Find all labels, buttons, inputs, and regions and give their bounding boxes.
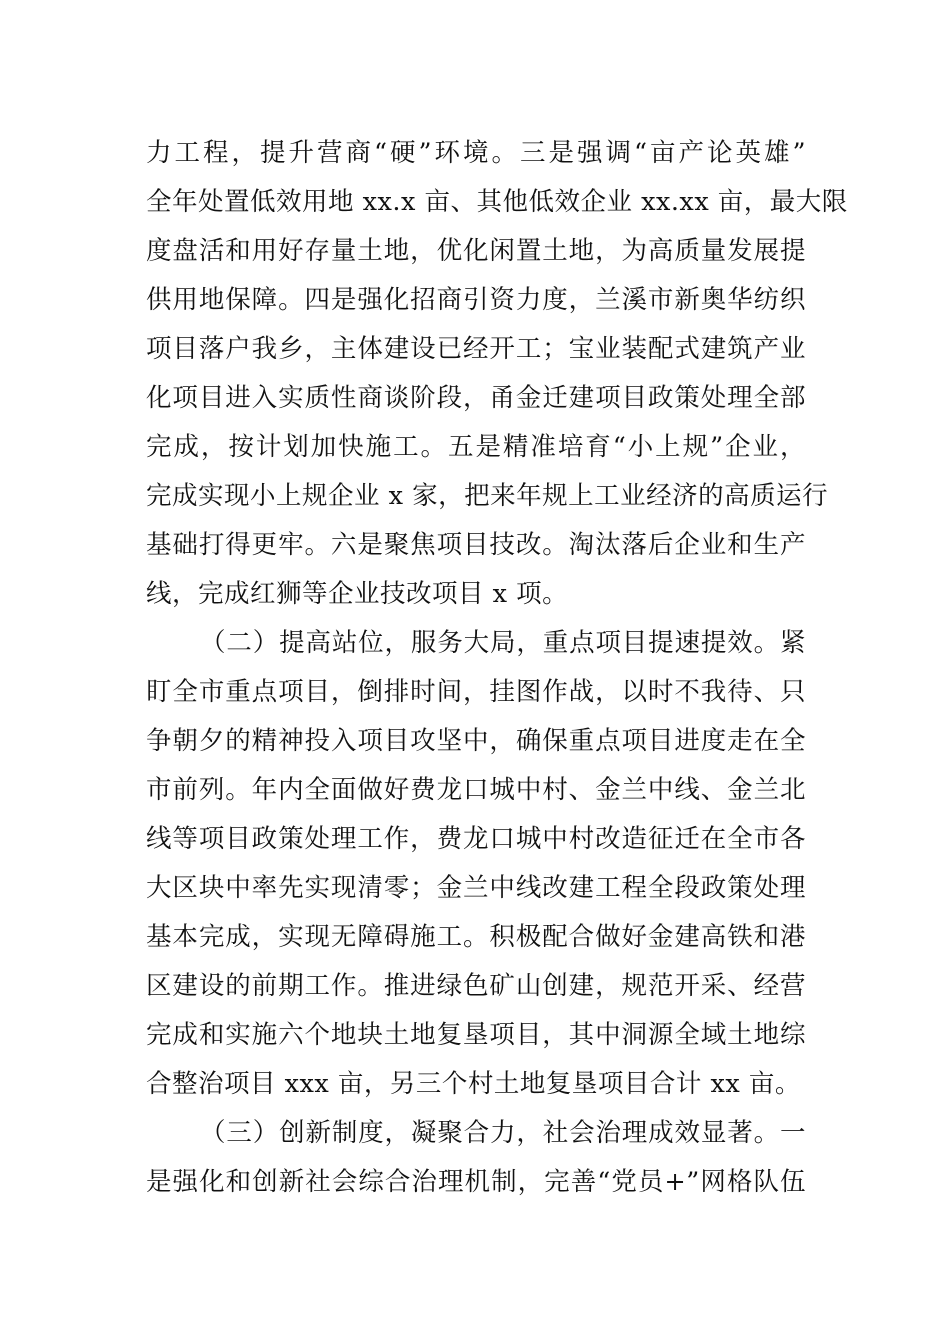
paragraph-1-line-6: 化项目进入实质性商谈阶段，甬金迁建项目政策处理全部 xyxy=(146,383,806,413)
paragraph-2-line-8: 区建设的前期工作。推进绿色矿山创建，规范开采、经营 xyxy=(146,971,806,1001)
paragraph-1-line-9: 基础打得更牢。六是聚焦项目技改。淘汰落后企业和生产 xyxy=(146,530,806,560)
paragraph-2-line-5: 线等项目政策处理工作，费龙口城中村改造征迁在全市各 xyxy=(146,824,806,854)
paragraph-1-line-10: 线，完成红狮等企业技改项目 x 项。 xyxy=(146,579,569,609)
paragraph-1-line-8: 完成实现小上规企业 x 家，把来年规上工业经济的高质运行 xyxy=(146,481,829,511)
paragraph-2-line-7: 基本完成，实现无障碍施工。积极配合做好金建高铁和港 xyxy=(146,922,806,952)
paragraph-2-line-4: 市前列。年内全面做好费龙口城中村、金兰中线、金兰北 xyxy=(146,775,806,805)
paragraph-2-line-1: （二）提高站位，服务大局，重点项目提速提效。紧 xyxy=(200,628,806,658)
paragraph-2-line-10: 合整治项目 xxx 亩，另三个村土地复垦项目合计 xx 亩。 xyxy=(146,1069,801,1099)
paragraph-1-line-7: 完成，按计划加快施工。五是精准培育“小上规”企业， xyxy=(146,432,806,462)
paragraph-2-line-9: 完成和实施六个地块土地复垦项目，其中洞源全域土地综 xyxy=(146,1020,806,1050)
paragraph-2-line-2: 盯全市重点项目，倒排时间，挂图作战，以时不我待、只 xyxy=(146,677,806,707)
paragraph-1-line-3: 度盘活和用好存量土地，优化闲置土地，为高质量发展提 xyxy=(146,236,806,266)
paragraph-3-line-1: （三）创新制度，凝聚合力，社会治理成效显著。一 xyxy=(200,1118,806,1148)
paragraph-1-line-1: 力工程，提升营商“硬”环境。三是强调“亩产论英雄” xyxy=(146,138,806,168)
paragraph-2-line-6: 大区块中率先实现清零；金兰中线改建工程全段政策处理 xyxy=(146,873,806,903)
paragraph-3-line-2: 是强化和创新社会综合治理机制，完善“党员+”网格队伍 xyxy=(146,1167,806,1197)
paragraph-2-line-3: 争朝夕的精神投入项目攻坚中，确保重点项目进度走在全 xyxy=(146,726,806,756)
paragraph-1-line-2: 全年处置低效用地 xx.x 亩、其他低效企业 xx.xx 亩，最大限 xyxy=(146,187,848,217)
paragraph-1-line-4: 供用地保障。四是强化招商引资力度，兰溪市新奥华纺织 xyxy=(146,285,806,315)
body-text xyxy=(146,129,848,1207)
paragraph-1-line-5: 项目落户我乡，主体建设已经开工；宝业装配式建筑产业 xyxy=(146,334,806,364)
